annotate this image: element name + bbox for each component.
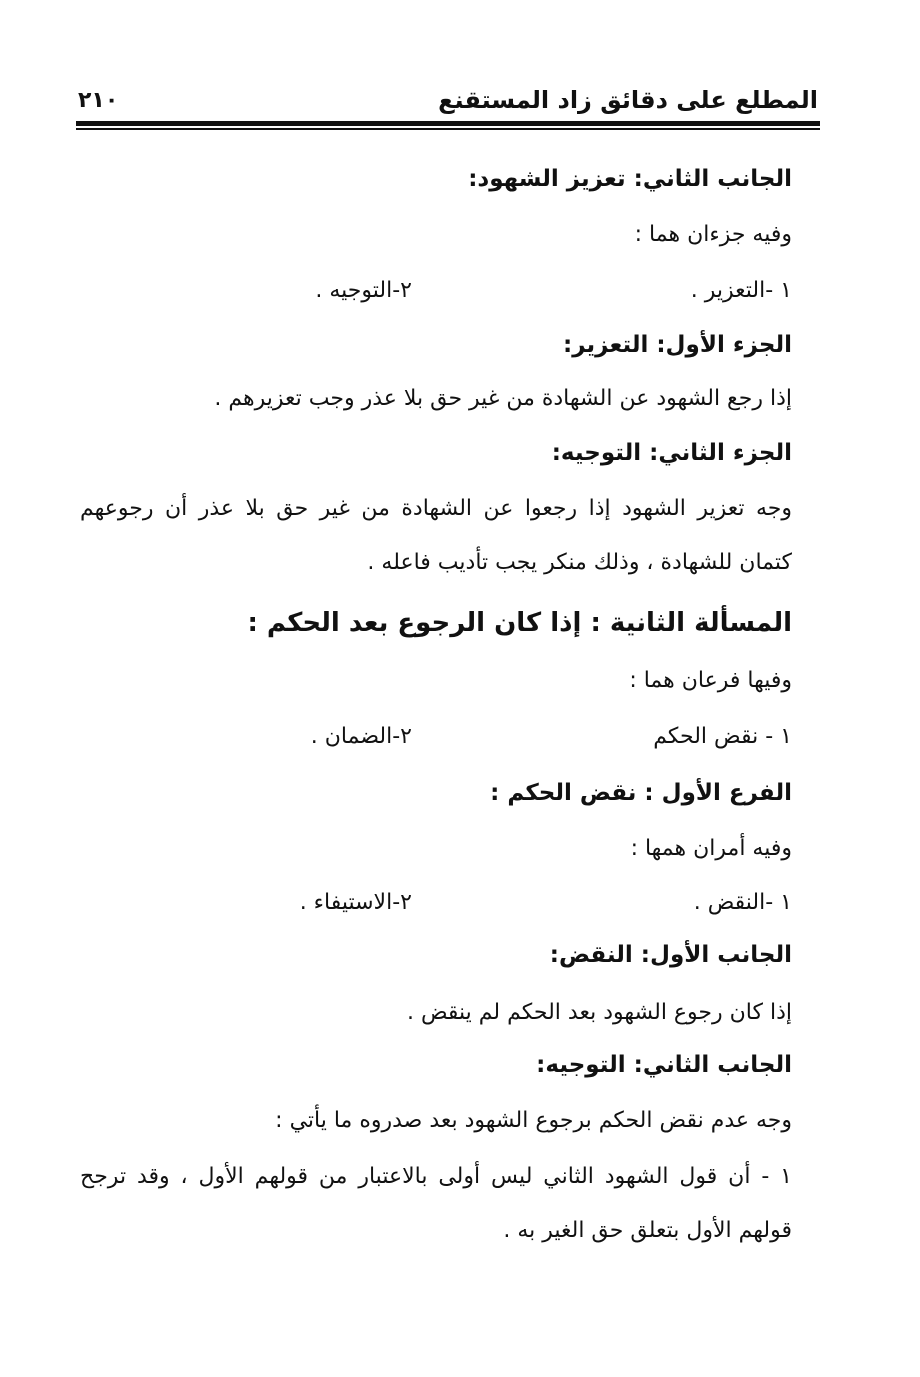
list-item: ٢-التوجيه . [315,278,412,303]
subsection-heading: الجزء الأول: التعزير: [563,332,792,358]
paragraph-line: إذا رجع الشهود عن الشهادة من غير حق بلا عذر وجب تعزيرهم . [214,386,792,411]
paragraph-line: كتمان للشهادة ، وذلك منكر يجب تأديب فاعله . [367,550,792,575]
running-header [78,82,818,118]
section-heading: الجانب الثاني: تعزيز الشهود: [468,166,792,192]
header-rule-thick [76,121,820,126]
list-item: ١ -النقض . [693,890,792,915]
header-rule-thin [76,128,820,130]
section-heading: الجانب الثاني: التوجيه: [536,1052,792,1078]
paragraph-line: وجه تعزير الشهود إذا رجعوا عن الشهادة من غير حق بلا عذر أن رجوعهم [80,496,792,521]
paragraph-line: وفيه أمران همها : [630,836,792,861]
list-item: ٢-الاستيفاء . [299,890,412,915]
paragraph-line: قولهم الأول بتعلق حق الغير به . [503,1218,792,1243]
list-item: ١ - نقض الحكم [653,724,792,749]
list-item: ٢-الضمان . [310,724,412,749]
page-number: ٢١٠ [78,87,119,113]
chapter-heading: المسألة الثانية : إذا كان الرجوع بعد الحكم : [247,608,792,638]
section-heading: الجانب الأول: النقض: [549,942,792,968]
subsection-heading: الجزء الثاني: التوجيه: [551,440,792,466]
paragraph-line: وجه عدم نقض الحكم برجوع الشهود بعد صدروه ما يأتي : [275,1108,792,1133]
list-item: ١ -التعزير . [690,278,792,303]
paragraph-line: وفيه جزءان هما : [634,222,792,247]
paragraph-line: ١ - أن قول الشهود الثاني ليس أولى بالاعتبار من قولهم الأول ، وقد ترجح [80,1164,792,1189]
paragraph-line: وفيها فرعان هما : [629,668,792,693]
paragraph-line: إذا كان رجوع الشهود بعد الحكم لم ينقض . [406,1000,792,1025]
branch-heading: الفرع الأول : نقض الحكم : [490,780,792,806]
book-title: المطلع على دقائق زاد المستقنع [438,86,818,114]
